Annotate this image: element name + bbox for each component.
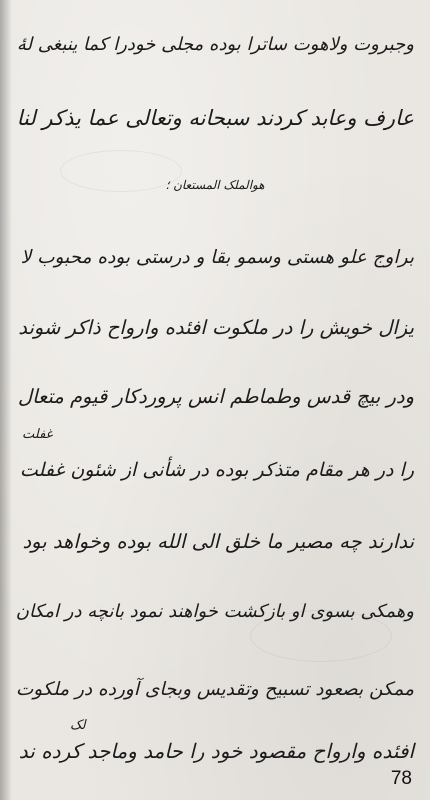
heading-line: هوالملک المستعان ؛: [165, 178, 265, 192]
text-line-2: عارف وعابد کردند سبحانه وتعالی عما یذکر لنا: [16, 106, 414, 130]
text-line-8: وهمکی بسوی او بازکشت خواهند نمود بانچه در امکان: [15, 601, 414, 622]
interlinear-gloss: غفلت: [22, 427, 53, 442]
page-number: 78: [390, 768, 412, 789]
text-line-3: براوج علو هستی وسمو بقا و درستی بوده محبوب لا: [20, 247, 414, 268]
text-line-9: ممکن بصعود تسبیح وتقدیس وبجای آورده در ملکوت: [15, 679, 414, 700]
text-line-1: وجبروت ولاهوت ساترا بوده مجلی خودرا کما ینبغی لهٔ: [16, 34, 414, 55]
text-line-6: را در هر مقام متذکر بوده در شأنی از شئون غفلت: [19, 459, 414, 481]
interlinear-gloss: لک: [70, 718, 86, 733]
text-line-10: افئده وارواح مقصود خود را حامد وماجد کرده ند: [18, 739, 414, 763]
page-fold-shadow: [0, 0, 12, 800]
text-line-5: ودر بیچ قدس وطماطم انس پروردکار قیوم متعال: [17, 385, 414, 408]
text-line-4: یزال خویش را در ملکوت افئده وارواح ذاکر شوند: [18, 316, 414, 339]
text-line-7: ندارند چه مصیر ما خلق الی الله بوده وخواهد بود: [22, 530, 414, 553]
